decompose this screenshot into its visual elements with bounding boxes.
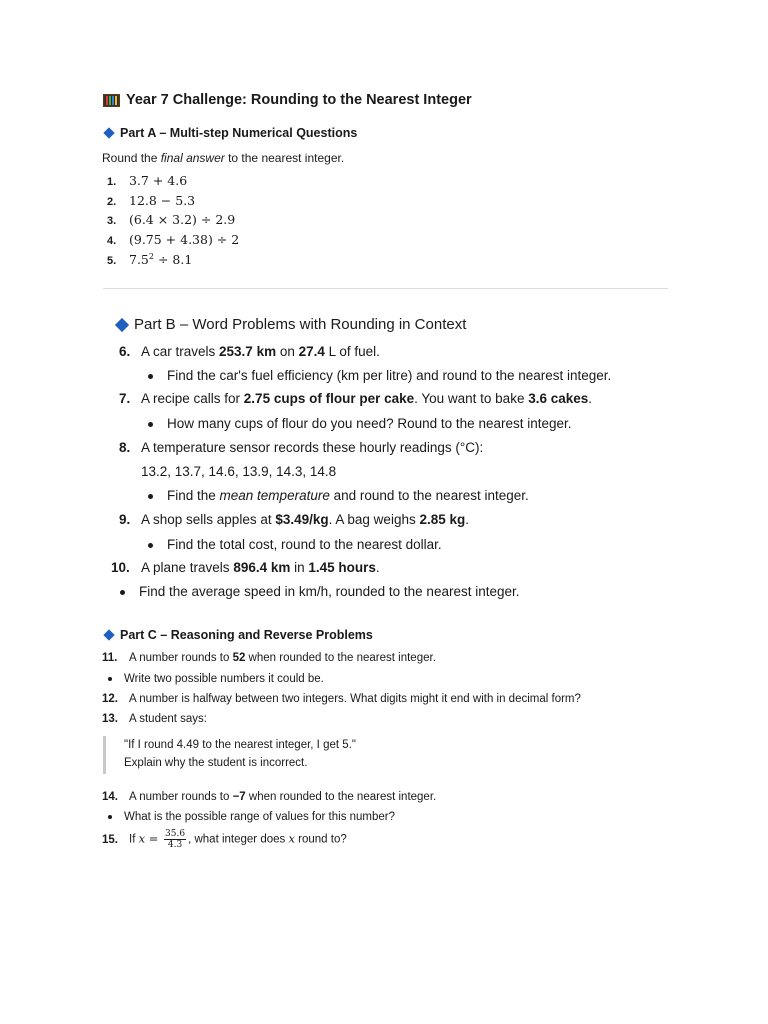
question-8-sub: Find the mean temperature and round to the nearest integer. [148,488,529,503]
bullet-icon [148,543,153,548]
question-14: 14. A number rounds to −7 when rounded to the nearest integer. [102,791,437,803]
question-7-sub: How many cups of flour do you need? Round to the nearest integer. [148,416,572,431]
part-a-instruction: Round the final answer to the nearest integer. [102,151,345,165]
diamond-icon [103,629,114,640]
section-divider [103,288,668,289]
question-8-readings: 13.2, 13.7, 14.6, 13.9, 14.3, 14.8 [141,464,337,479]
question-10-sub: Find the average speed in km/h, rounded to the nearest integer. [120,584,520,599]
question-9-sub: Find the total cost, round to the nearest dollar. [148,537,442,552]
list-item: 5. $7.5^2 \div 8.1$ [107,252,193,268]
bullet-icon [120,590,125,595]
abacus-icon [103,94,120,107]
bullet-icon [108,815,112,819]
list-item: 1. 3.7 + 4.6 [107,173,188,188]
question-8: 8. A temperature sensor records these hourly readings (°C): [119,440,484,455]
page-title [103,92,472,108]
part-a-heading: Part A – Multi-step Numerical Questions [105,126,357,140]
diamond-icon [103,127,114,138]
question-15: 15. If x = $\frac{35.6}{4.3}$ , what integer does x round to? [102,829,347,850]
list-item: 4. (9.75 + 4.38) ÷ 2 [107,232,240,247]
question-14-sub: What is the possible range of values for this number? [108,811,395,823]
quote-line: "If I round 4.49 to the nearest integer, I get 5." [124,739,356,751]
title-text: Year 7 Challenge: Rounding to the Nearest Integer [126,92,472,108]
list-item: 3. (6.4 × 3.2) ÷ 2.9 [107,212,236,227]
question-6-sub: Find the car's fuel efficiency (km per litre) and round to the nearest integer. [148,368,611,383]
list-item: 2. 12.8 − 5.3 [107,193,196,208]
diamond-icon [115,317,129,331]
question-11-sub: Write two possible numbers it could be. [108,673,324,685]
bullet-icon [108,677,112,681]
question-10: 10. A plane travels 896.4 km in 1.45 hours. [111,560,380,575]
part-b-heading: Part B – Word Problems with Rounding in Context [117,316,466,333]
quote-line: Explain why the student is incorrect. [124,757,308,769]
question-7: 7. A recipe calls for 2.75 cups of flour per cake. You want to bake 3.6 cakes. [119,391,593,406]
question-11: 11. A number rounds to 52 when rounded to the nearest integer. [102,652,436,664]
blockquote-bar [103,736,106,774]
question-9: 9. A shop sells apples at $3.49/kg. A bag weighs 2.85 kg. [119,512,470,527]
question-12: 12. A number is halfway between two integers. What digits might it end with in decimal form? [102,693,581,705]
bullet-icon [148,422,153,427]
bullet-icon [148,494,153,499]
part-c-heading: Part C – Reasoning and Reverse Problems [105,628,373,642]
question-13: 13. A student says: [102,713,207,725]
bullet-icon [148,374,153,379]
fraction: $\frac{35.6}{4.3}$ [165,829,186,850]
question-6: 6. A car travels 253.7 km on 27.4 L of fuel. [119,344,380,359]
